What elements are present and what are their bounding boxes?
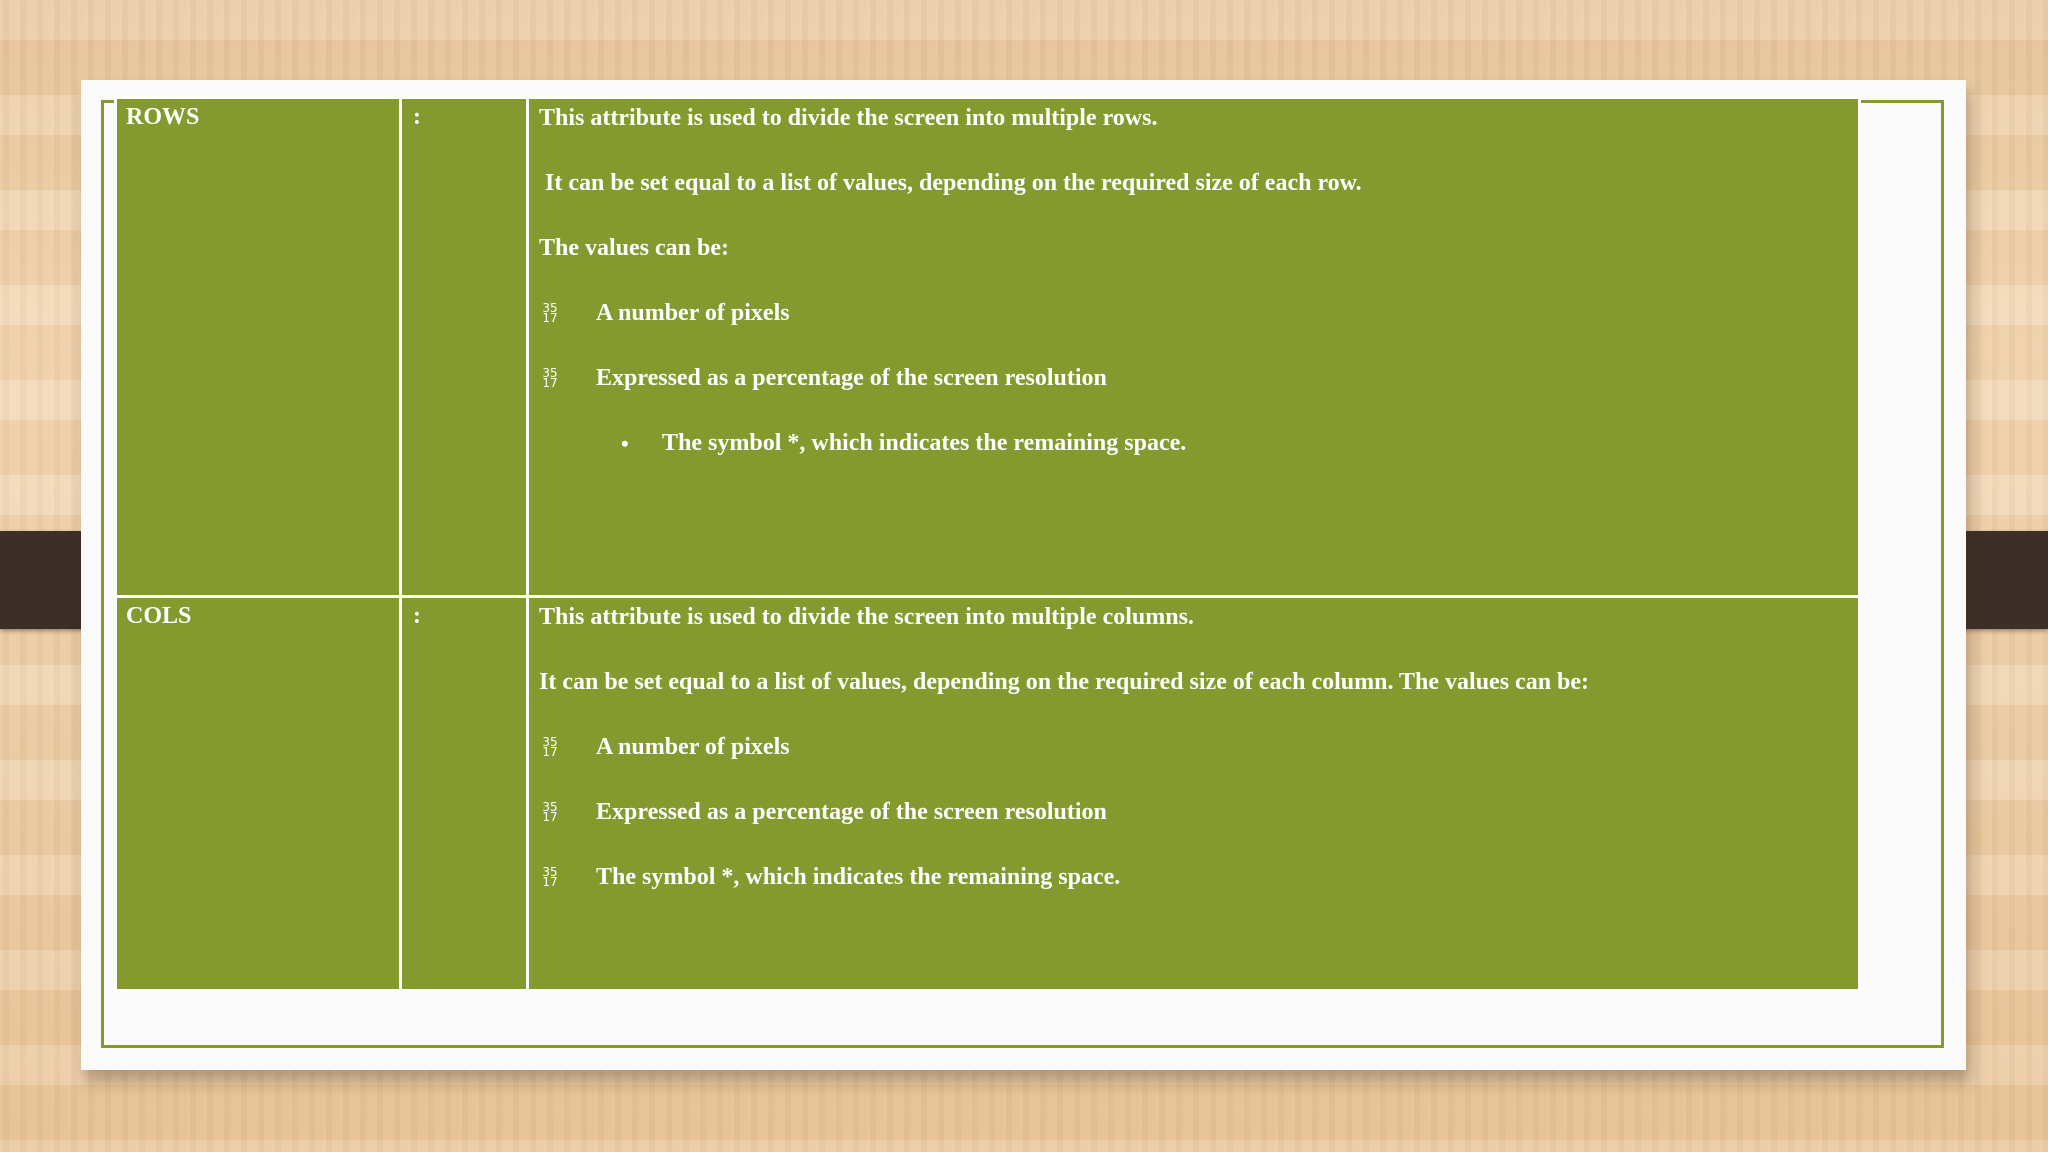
table-row-cols xyxy=(116,597,1860,991)
list-item xyxy=(539,364,1858,393)
description-cell xyxy=(528,98,1860,597)
separator-cell xyxy=(401,98,528,597)
attribute-cell xyxy=(116,597,401,991)
list-item xyxy=(539,863,1858,892)
list-item xyxy=(539,798,1858,827)
separator-cell xyxy=(401,597,528,991)
description-line: It can be set equal to a list of values, depending on the required size of each column. The values can be: xyxy=(539,669,1590,695)
bullet-dot-icon: • xyxy=(621,431,629,456)
bullet-marker-icon: 35 17 xyxy=(542,865,558,889)
bullet-marker-icon: 35 17 xyxy=(542,366,558,390)
separator-colon: : xyxy=(413,603,421,629)
description-line: It can be set equal to a list of values, depending on the required size of each row. xyxy=(539,170,1362,196)
bullet-marker-icon: 35 17 xyxy=(542,735,558,759)
list-item-text: A number of pixels xyxy=(596,734,790,760)
attribute-cell xyxy=(116,98,401,597)
bullet-marker-icon: 35 17 xyxy=(542,301,558,325)
description-line: The values can be: xyxy=(539,235,730,261)
attributes-table xyxy=(114,96,1861,992)
table-row-rows xyxy=(116,98,1860,597)
list-item-text: Expressed as a percentage of the screen resolution xyxy=(596,365,1107,391)
description-cell xyxy=(528,597,1860,991)
sub-list-item xyxy=(539,429,1858,458)
description-line: This attribute is used to divide the screen into multiple columns. xyxy=(539,604,1194,630)
bullet-marker-icon: 35 17 xyxy=(542,800,558,824)
sub-list-item-text: The symbol *, which indicates the remaining space. xyxy=(662,430,1187,456)
attribute-name: COLS xyxy=(126,603,192,629)
list-item-text: A number of pixels xyxy=(596,300,790,326)
list-item xyxy=(539,733,1858,762)
list-item-text: Expressed as a percentage of the screen resolution xyxy=(596,799,1107,825)
description-line: This attribute is used to divide the screen into multiple rows. xyxy=(539,105,1158,131)
description xyxy=(529,99,1858,458)
list-item xyxy=(539,299,1858,328)
list-item-text: The symbol *, which indicates the remaining space. xyxy=(596,864,1121,890)
description xyxy=(529,598,1858,892)
attribute-name: ROWS xyxy=(126,104,200,130)
separator-colon: : xyxy=(413,104,421,130)
